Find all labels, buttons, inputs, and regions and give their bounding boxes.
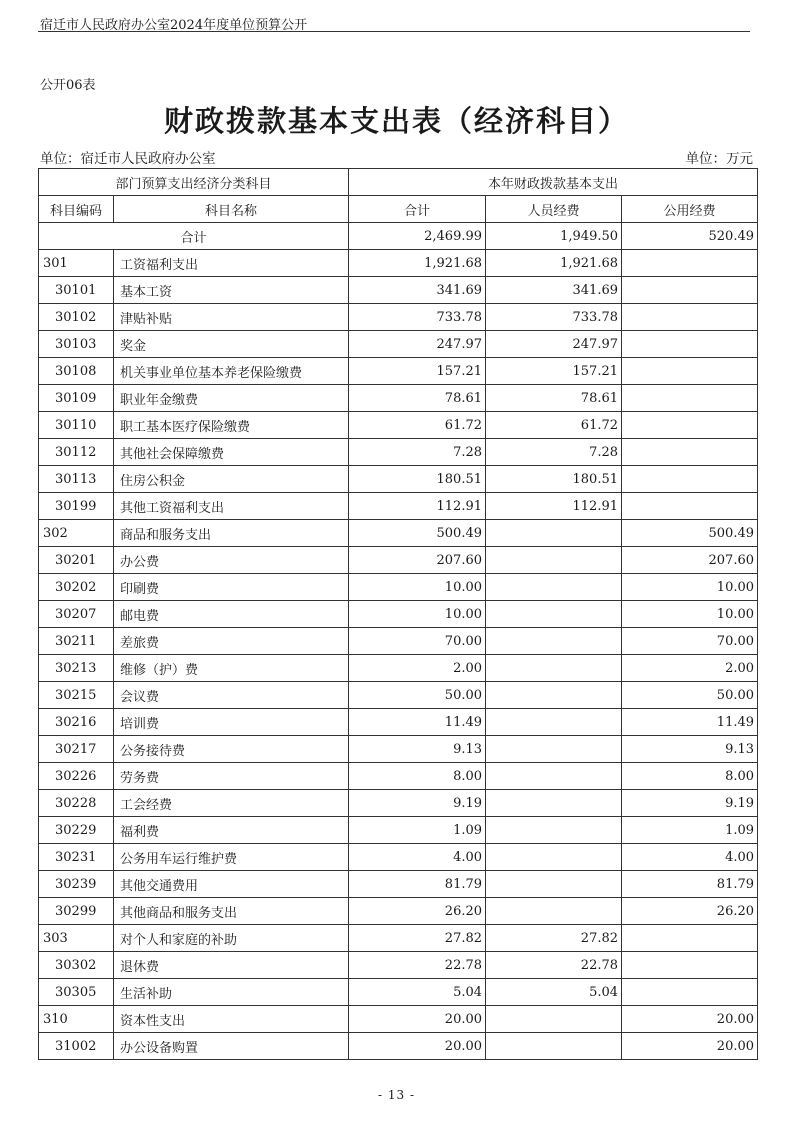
cell-code: 30228 [39,790,114,817]
cell-name: 生活补助 [114,979,349,1006]
cell-total: 733.78 [349,304,486,331]
table-row [39,358,758,385]
cell-total: 1.09 [349,817,486,844]
cell-name: 差旅费 [114,628,349,655]
total-label: 合计 [39,223,349,250]
cell-name: 津贴补贴 [114,304,349,331]
table-row [39,871,758,898]
cell-name: 印刷费 [114,574,349,601]
cell-total: 341.69 [349,277,486,304]
cell-personnel: 180.51 [486,466,622,493]
total-personnel: 1,949.50 [486,223,622,250]
cell-total: 61.72 [349,412,486,439]
cell-total: 20.00 [349,1033,486,1060]
cell-personnel [486,547,622,574]
cell-name: 培训费 [114,709,349,736]
cell-total: 180.51 [349,466,486,493]
cell-name: 劳务费 [114,763,349,790]
table-row [39,736,758,763]
cell-code: 302 [39,520,114,547]
cell-name: 其他交通费用 [114,871,349,898]
cell-personnel: 112.91 [486,493,622,520]
cell-code: 30216 [39,709,114,736]
cell-name: 福利费 [114,817,349,844]
cell-total: 8.00 [349,763,486,790]
cell-personnel [486,871,622,898]
cell-code: 30226 [39,763,114,790]
cell-name: 退休费 [114,952,349,979]
cell-total: 7.28 [349,439,486,466]
col-header-public: 公用经费 [622,196,758,223]
cell-public: 4.00 [622,844,758,871]
table-row [39,439,758,466]
cell-code: 30217 [39,736,114,763]
table-row [39,1006,758,1033]
table-row [39,898,758,925]
table-row [39,520,758,547]
cell-total: 247.97 [349,331,486,358]
cell-total: 112.91 [349,493,486,520]
cell-personnel [486,790,622,817]
table-row [39,277,758,304]
cell-code: 30302 [39,952,114,979]
cell-code: 30103 [39,331,114,358]
cell-total: 27.82 [349,925,486,952]
table-row [39,817,758,844]
cell-public: 26.20 [622,898,758,925]
cell-code: 30109 [39,385,114,412]
table-row [39,601,758,628]
cell-total: 9.13 [349,736,486,763]
cell-total: 10.00 [349,601,486,628]
col-header-name: 科目名称 [114,196,349,223]
cell-personnel: 22.78 [486,952,622,979]
cell-code: 310 [39,1006,114,1033]
group-header-classification: 部门预算支出经济分类科目 [39,169,349,196]
cell-public: 20.00 [622,1033,758,1060]
cell-name: 其他工资福利支出 [114,493,349,520]
cell-personnel: 157.21 [486,358,622,385]
cell-public [622,358,758,385]
cell-public: 207.60 [622,547,758,574]
cell-total: 20.00 [349,1006,486,1033]
cell-public [622,250,758,277]
page-title: 财政拨款基本支出表（经济科目） [163,104,629,138]
cell-code: 30207 [39,601,114,628]
cell-total: 22.78 [349,952,486,979]
cell-code: 30199 [39,493,114,520]
cell-personnel [486,763,622,790]
table-row [39,655,758,682]
cell-name: 会议费 [114,682,349,709]
cell-code: 30215 [39,682,114,709]
table-row [39,682,758,709]
cell-personnel: 27.82 [486,925,622,952]
cell-name: 其他社会保障缴费 [114,439,349,466]
cell-public [622,385,758,412]
cell-personnel: 341.69 [486,277,622,304]
cell-code: 30231 [39,844,114,871]
cell-personnel [486,709,622,736]
cell-code: 30239 [39,871,114,898]
cell-personnel [486,574,622,601]
cell-name: 其他商品和服务支出 [114,898,349,925]
cell-public [622,304,758,331]
cell-code: 30305 [39,979,114,1006]
cell-name: 奖金 [114,331,349,358]
cell-name: 办公设备购置 [114,1033,349,1060]
cell-personnel [486,1006,622,1033]
cell-total: 78.61 [349,385,486,412]
cell-code: 30202 [39,574,114,601]
cell-code: 30110 [39,412,114,439]
cell-public [622,493,758,520]
cell-code: 30108 [39,358,114,385]
table-row [39,709,758,736]
cell-personnel [486,844,622,871]
table-row [39,628,758,655]
cell-personnel [486,628,622,655]
table-row [39,790,758,817]
cell-public [622,979,758,1006]
cell-name: 对个人和家庭的补助 [114,925,349,952]
cell-personnel [486,736,622,763]
cell-code: 303 [39,925,114,952]
cell-total: 5.04 [349,979,486,1006]
cell-personnel: 5.04 [486,979,622,1006]
cell-code: 30229 [39,817,114,844]
cell-public [622,466,758,493]
table-row [39,250,758,277]
cell-public [622,439,758,466]
cell-public: 9.13 [622,736,758,763]
cell-code: 30113 [39,466,114,493]
cell-total: 9.19 [349,790,486,817]
col-header-code: 科目编码 [39,196,114,223]
cell-code: 30101 [39,277,114,304]
cell-name: 职业年金缴费 [114,385,349,412]
table-row [39,385,758,412]
cell-name: 公务接待费 [114,736,349,763]
cell-public: 8.00 [622,763,758,790]
cell-personnel: 1,921.68 [486,250,622,277]
cell-total: 70.00 [349,628,486,655]
running-header: 宿迁市人民政府办公室2024年度单位预算公开 [40,18,308,33]
table-row [39,952,758,979]
cell-public [622,331,758,358]
table-row [39,493,758,520]
cell-code: 30299 [39,898,114,925]
cell-personnel [486,655,622,682]
cell-name: 职工基本医疗保险缴费 [114,412,349,439]
cell-total: 50.00 [349,682,486,709]
cell-personnel: 78.61 [486,385,622,412]
cell-public: 10.00 [622,601,758,628]
cell-name: 基本工资 [114,277,349,304]
header-rule [38,31,750,32]
cell-name: 邮电费 [114,601,349,628]
cell-code: 301 [39,250,114,277]
cell-personnel: 61.72 [486,412,622,439]
budget-table [38,168,758,1060]
cell-name: 商品和服务支出 [114,520,349,547]
column-header-row [39,196,758,223]
cell-personnel [486,601,622,628]
cell-public [622,412,758,439]
cell-personnel [486,682,622,709]
cell-name: 工资福利支出 [114,250,349,277]
col-header-personnel: 人员经费 [486,196,622,223]
cell-public: 81.79 [622,871,758,898]
cell-public: 500.49 [622,520,758,547]
unit-name: 单位：宿迁市人民政府办公室 [40,151,216,167]
cell-total: 2.00 [349,655,486,682]
table-row [39,925,758,952]
cell-name: 维修（护）费 [114,655,349,682]
cell-public [622,277,758,304]
cell-personnel [486,1033,622,1060]
cell-public: 10.00 [622,574,758,601]
table-row [39,547,758,574]
cell-personnel [486,817,622,844]
cell-personnel: 247.97 [486,331,622,358]
table-row [39,331,758,358]
cell-name: 住房公积金 [114,466,349,493]
table-number: 公开06表 [40,78,96,93]
cell-total: 11.49 [349,709,486,736]
cell-personnel: 733.78 [486,304,622,331]
table-row [39,574,758,601]
cell-name: 办公费 [114,547,349,574]
cell-code: 30213 [39,655,114,682]
total-row [39,223,758,250]
cell-public: 70.00 [622,628,758,655]
cell-total: 500.49 [349,520,486,547]
table-row [39,763,758,790]
total-amount: 2,469.99 [349,223,486,250]
cell-name: 机关事业单位基本养老保险缴费 [114,358,349,385]
cell-total: 81.79 [349,871,486,898]
cell-public: 2.00 [622,655,758,682]
cell-name: 工会经费 [114,790,349,817]
cell-total: 26.20 [349,898,486,925]
table-row [39,979,758,1006]
table-row [39,1033,758,1060]
cell-name: 资本性支出 [114,1006,349,1033]
table-row [39,844,758,871]
cell-public: 1.09 [622,817,758,844]
cell-personnel [486,898,622,925]
col-header-total: 合计 [349,196,486,223]
cell-code: 30201 [39,547,114,574]
cell-total: 10.00 [349,574,486,601]
cell-personnel [486,520,622,547]
group-header-expenditure: 本年财政拨款基本支出 [349,169,758,196]
cell-code: 30112 [39,439,114,466]
cell-public: 9.19 [622,790,758,817]
cell-code: 31002 [39,1033,114,1060]
cell-name: 公务用车运行维护费 [114,844,349,871]
unit-measure: 单位：万元 [685,151,753,167]
cell-total: 157.21 [349,358,486,385]
page-number: - 13 - [377,1088,415,1102]
cell-public: 20.00 [622,1006,758,1033]
table-row [39,304,758,331]
cell-public [622,952,758,979]
table-row [39,412,758,439]
cell-code: 30211 [39,628,114,655]
cell-total: 207.60 [349,547,486,574]
cell-code: 30102 [39,304,114,331]
cell-personnel: 7.28 [486,439,622,466]
table-row [39,466,758,493]
total-public: 520.49 [622,223,758,250]
cell-public: 11.49 [622,709,758,736]
group-header-row [39,169,758,196]
cell-public [622,925,758,952]
cell-total: 4.00 [349,844,486,871]
cell-total: 1,921.68 [349,250,486,277]
cell-public: 50.00 [622,682,758,709]
